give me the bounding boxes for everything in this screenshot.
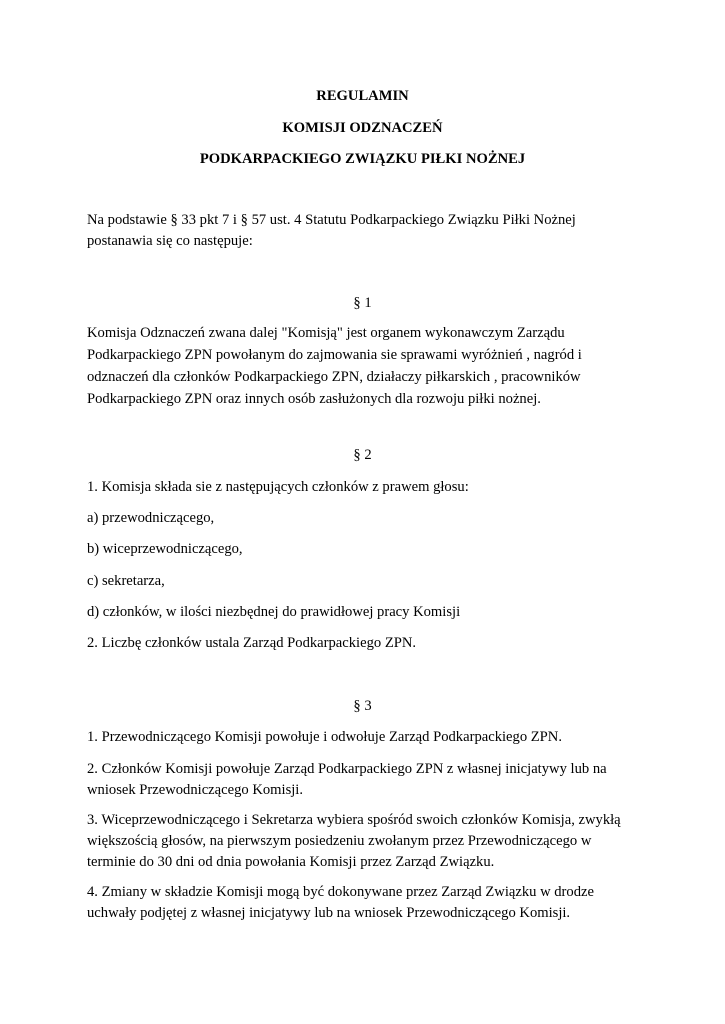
document-subtitle-association: PODKARPACKIEGO ZWIĄZKU PIŁKI NOŻNEJ <box>199 151 526 167</box>
list-item: d) członków, w ilości niezbędnej do prawidłowej pracy Komisji <box>87 604 461 620</box>
document-subtitle-commission: KOMISJI ODZNACZEŃ <box>282 120 443 136</box>
section-mark: § 3 <box>353 698 372 714</box>
paragraph-line: 2. Członków Komisji powołuje Zarząd Podkarpackiego ZPN z własnej inicjatywy lub na <box>87 761 607 777</box>
paragraph-line: Podkarpackiego ZPN powołanym do zajmowania sie sprawami wyróżnień , nagród i <box>87 347 582 363</box>
paragraph-line: Komisja Odznaczeń zwana dalej "Komisją" jest organem wykonawczym Zarządu <box>87 325 565 341</box>
paragraph-line: wniosek Przewodniczącego Komisji. <box>87 782 304 798</box>
paragraph-line: terminie do 30 dni od dnia powołania Komisji przez Zarząd Związku. <box>87 854 495 870</box>
paragraph-line: uchwały podjętej z własnej inicjatywy lub na wniosek Przewodniczącego Komisji. <box>87 905 571 921</box>
paragraph-line: większością głosów, na pierwszym posiedzeniu zwołanym przez Przewodniczącego w <box>87 833 592 849</box>
list-item: 2. Liczbę członków ustala Zarząd Podkarpackiego ZPN. <box>87 635 417 651</box>
section-mark: § 1 <box>353 295 372 311</box>
paragraph-line: Podkarpackiego ZPN oraz innych osób zasłużonych dla rozwoju piłki nożnej. <box>87 391 541 407</box>
list-item: 1. Komisja składa sie z następujących członków z prawem głosu: <box>87 479 469 495</box>
intro-line: Na podstawie § 33 pkt 7 i § 57 ust. 4 Statutu Podkarpackiego Związku Piłki Nożnej <box>87 212 576 228</box>
paragraph-line: 1. Przewodniczącego Komisji powołuje i odwołuje Zarząd Podkarpackiego ZPN. <box>87 729 562 745</box>
paragraph-line: odznaczeń dla członków Podkarpackiego ZPN, działaczy piłkarskich , pracowników <box>87 369 581 385</box>
paragraph-line: 4. Zmiany w składzie Komisji mogą być dokonywane przez Zarząd Związku w drodze <box>87 884 594 900</box>
list-item: a) przewodniczącego, <box>87 510 215 526</box>
document-title: REGULAMIN <box>316 88 409 104</box>
list-item: b) wiceprzewodniczącego, <box>87 541 243 557</box>
list-item: c) sekretarza, <box>87 573 165 589</box>
intro-line: postanawia się co następuje: <box>87 233 253 249</box>
section-mark: § 2 <box>353 447 372 463</box>
paragraph-line: 3. Wiceprzewodniczącego i Sekretarza wybiera spośród swoich członków Komisja, zwykłą <box>87 812 621 828</box>
